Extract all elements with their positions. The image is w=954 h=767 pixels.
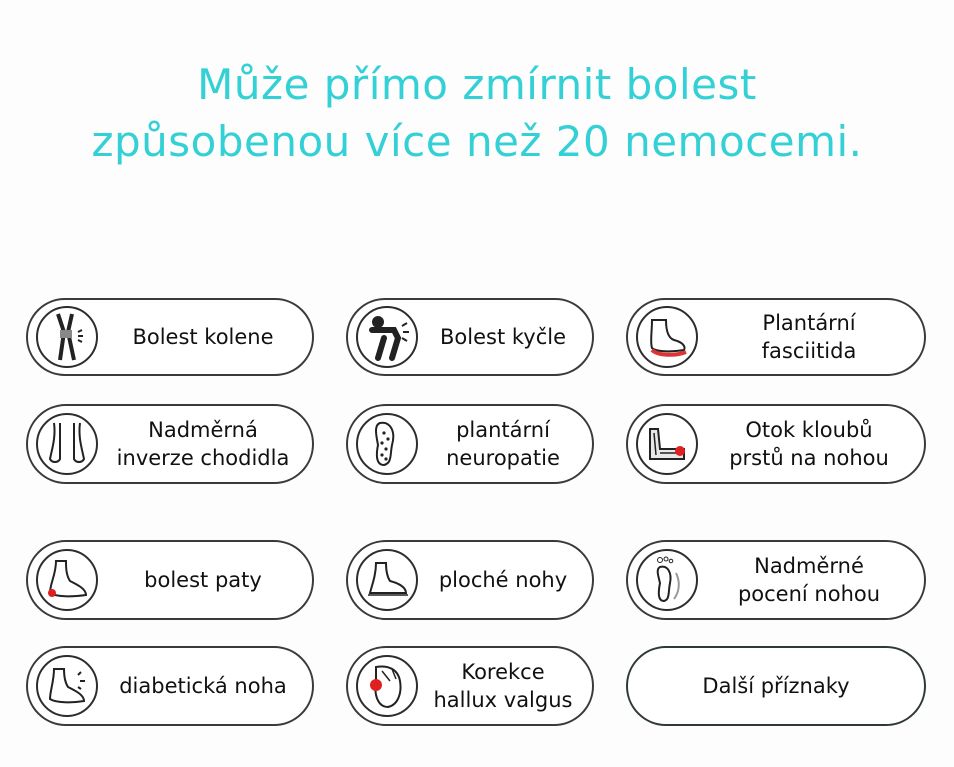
condition-label: Plantární fasciitida [761,311,857,363]
condition-pill-heel-pain [26,540,314,620]
heel-pain-icon [36,549,98,611]
condition-label: Otok kloubů prstů na nohou [729,418,889,470]
foot-fasciitis-icon [636,306,698,368]
condition-pill-plantar-fasciitis [626,298,926,376]
condition-pill-flat-feet [346,540,594,620]
condition-label: Bolest kolene [132,325,274,349]
foot-sweat-icon [636,549,698,611]
condition-pill-toe-joint-swelling [626,404,926,484]
headline-line-2: způsobenou více než 20 nemocemi. [91,117,863,166]
hip-icon [356,306,418,368]
condition-label: Další příznaky [702,674,850,698]
condition-label: Korekce hallux valgus [433,660,573,712]
condition-pill-knee-pain [26,298,314,376]
headline-line-1: Může přímo zmírnit bolest [197,60,757,109]
condition-label: Bolest kyčle [440,325,566,349]
flat-foot-icon [356,549,418,611]
condition-pill-plantar-neuropathy [346,404,594,484]
condition-label: bolest paty [144,568,262,592]
headline [0,56,954,170]
bunion-icon [356,655,418,717]
other-symptoms-pill [626,646,926,726]
condition-pill-foot-inversion [26,404,314,484]
knee-icon [36,306,98,368]
condition-pill-hallux-valgus [346,646,594,726]
condition-pill-foot-sweating [626,540,926,620]
foot-sole-dots-icon [356,413,418,475]
condition-pill-diabetic-foot [26,646,314,726]
condition-label: diabetická noha [119,674,287,698]
condition-label: plantární neuropatie [446,418,560,470]
condition-label: Nadměrná inverze chodidla [116,418,290,470]
toe-joint-icon [636,413,698,475]
condition-label: ploché nohy [438,568,568,592]
diabetic-foot-icon [36,655,98,717]
condition-label: Nadměrné pocení nohou [737,554,881,606]
feet-inversion-icon [36,413,98,475]
condition-pill-hip-pain [346,298,594,376]
